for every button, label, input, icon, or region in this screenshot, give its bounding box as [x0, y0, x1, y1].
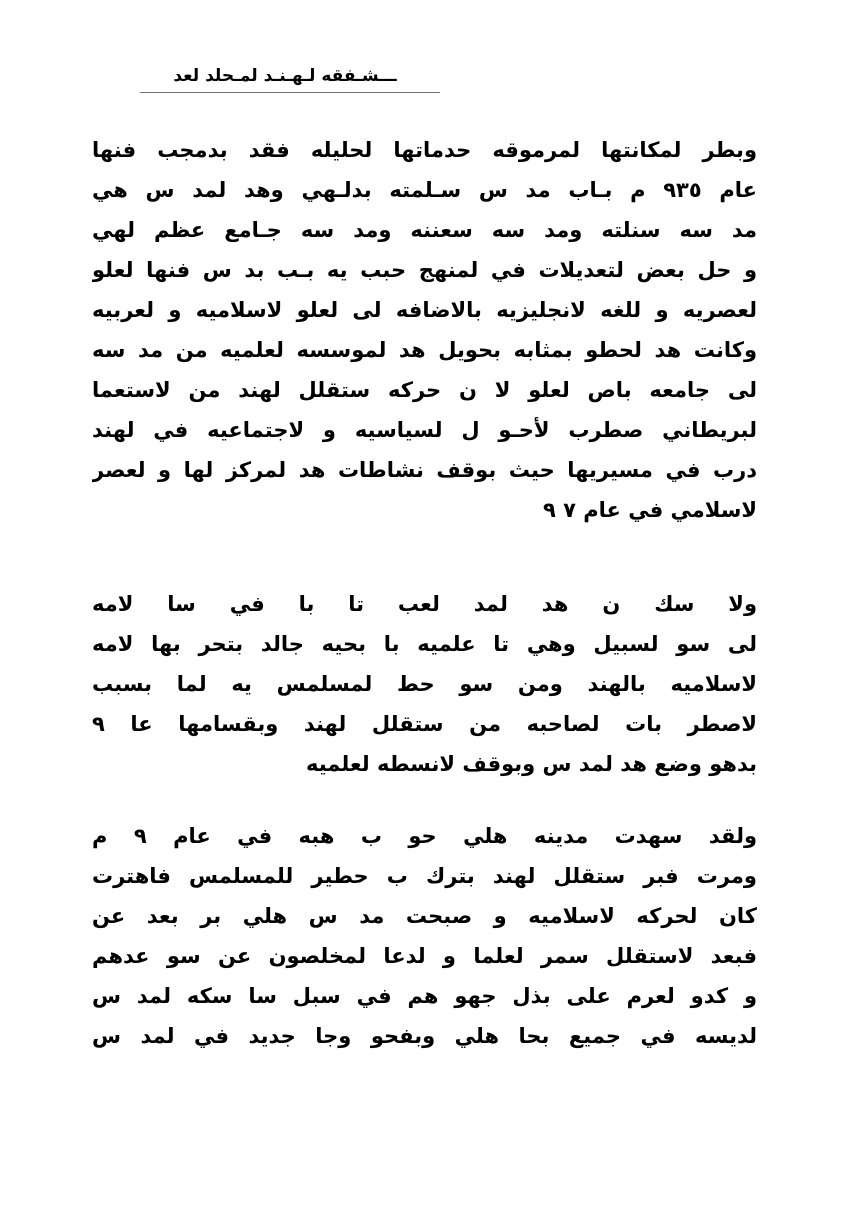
- text-line: و حل بعض لتعديلات في لمنهج حبب يه بـب بد س فنها لعلو: [92, 258, 757, 282]
- text-line: كان لحركه لاسلاميه و صبحت مد س هلي بر بعد عن: [92, 904, 757, 928]
- text-line: بدهو وضع هد لمد س وبوقف لانسطه لعلميه: [305, 752, 757, 776]
- text-line: لى جامعه باص لعلو لا ن حركه ستقلل لهند من لاستعما: [92, 378, 757, 402]
- text-line: وبطر لمكانتها لمرموقه حدماتها لحليله فقد بدمجب فنها: [92, 138, 757, 162]
- header-underline: [140, 92, 440, 93]
- text-line: وكانت هد لحطو بمثابه بحويل هد لموسسه لعلميه من مد سه: [92, 338, 757, 362]
- paragraph-1: [92, 130, 757, 530]
- page-header: ـــشـفقه لـهـنـد لمـحلد لعد: [173, 66, 397, 86]
- text-line: ولقد سهدت مدينه هلي حو ب هبه في عام ٩ م: [92, 824, 757, 848]
- text-line: درب في مسيريها حيث بوقف نشاطات هد لمركز لها و لعصر: [92, 458, 757, 482]
- text-line: لاسلامي في عام ٧ ٩: [542, 498, 757, 522]
- text-line: فبعد لاستقلل سمر لعلما و لدعا لمخلصون عن سو عدهم: [92, 944, 757, 968]
- text-line: لاسلاميه بالهند ومن سو حط لمسلمس يه لما بسبب: [92, 672, 757, 696]
- text-line: و كدو لعرم على بذل جهو هم في سبل سا سكه لمد س: [92, 984, 757, 1008]
- text-line: ومرت فبر ستقلل لهند بترك ب حطير للمسلمس فاهترت: [92, 864, 757, 888]
- text-line: لى سو لسبيل وهي تا علميه با بحيه جالد بتحر بها لامه: [92, 632, 757, 656]
- text-line: لعصريه و للغه لانجليزيه بالاضافه لى لعلو لاسلاميه و لعربيه: [92, 298, 757, 322]
- text-line: لديسه في جميع بحا هلي وبفحو وجا جديد في لمد س: [92, 1024, 757, 1048]
- text-line: لاصطر بات لصاحبه من ستقلل لهند وبقسامها عا ٩: [92, 712, 757, 736]
- paragraph-3: [92, 816, 757, 1056]
- text-line: ولا سك ن هد لمد لعب تا با في سا لامه: [92, 592, 757, 616]
- text-line: لبريطاني صطرب لأحـو ل لسياسيه و لاجتماعيه في لهند: [92, 418, 757, 442]
- text-line: عام ٩٣٥ م بـاب مد س سـلمته بدلـهي وهد لمد س هي: [92, 178, 757, 202]
- text-line: مد سه سنلته ومد سه سعننه ومد سه جـامع عظم لهي: [92, 218, 757, 242]
- paragraph-2: [92, 584, 757, 784]
